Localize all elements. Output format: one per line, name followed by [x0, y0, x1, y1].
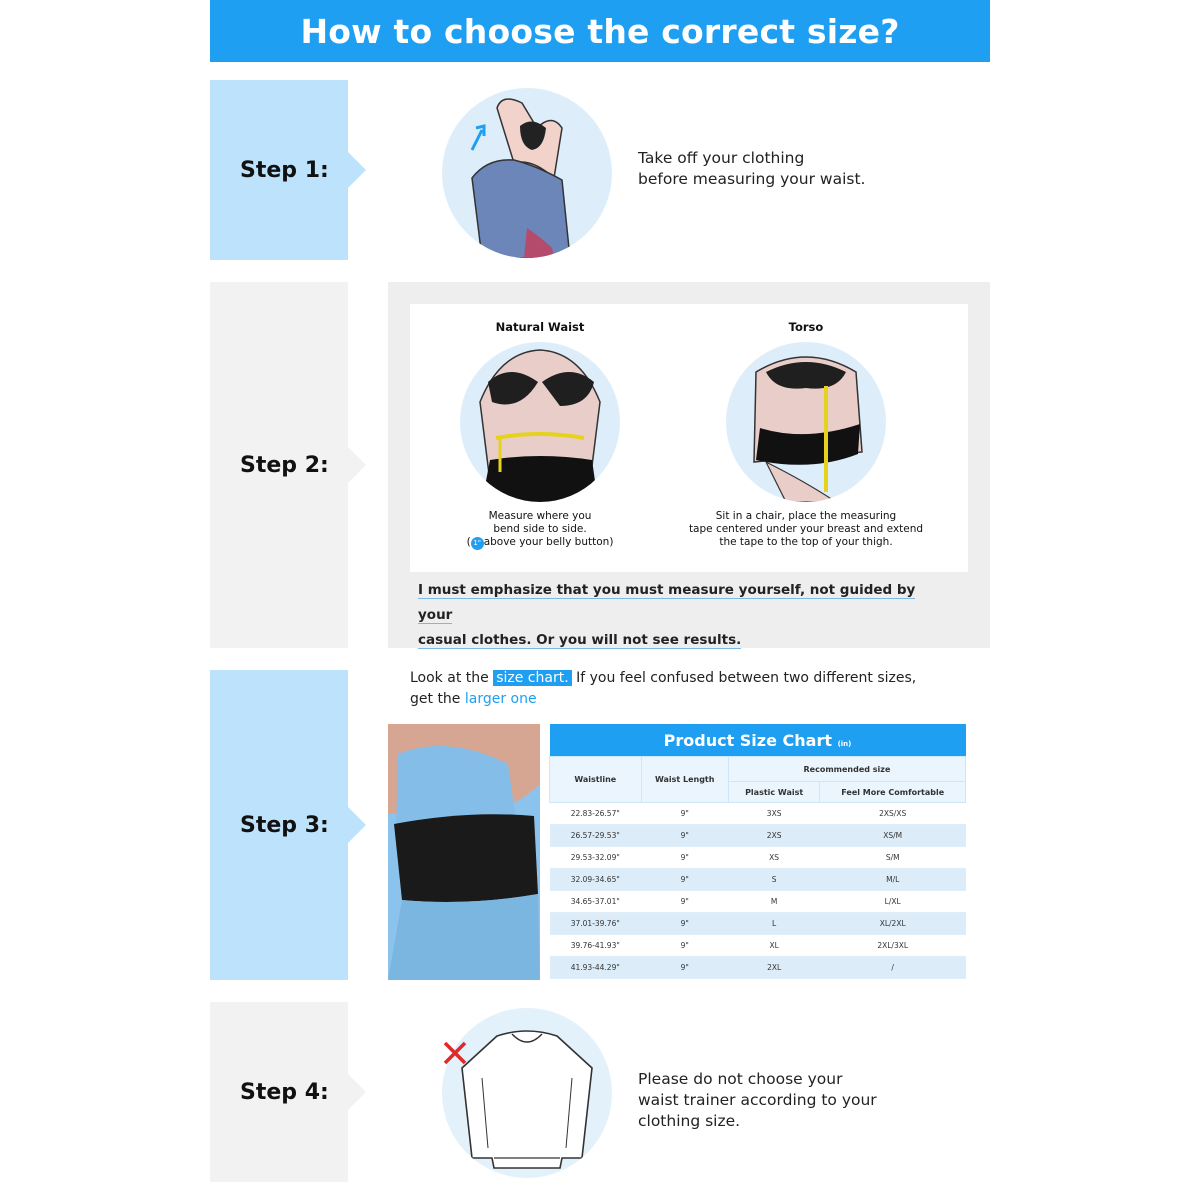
step-2-label: Step 2: [240, 452, 329, 478]
table-cell: 9" [641, 825, 728, 847]
table-cell: XS [728, 847, 820, 869]
table-cell: S [728, 869, 820, 891]
size-chart-table [549, 724, 966, 979]
table-cell: 2XS [728, 825, 820, 847]
table-cell: 9" [641, 935, 728, 957]
table-cell: M/L [820, 869, 966, 891]
sweater-illustration [442, 1008, 612, 1178]
step-3-label: Step 3: [240, 812, 329, 838]
table-cell: XS/M [820, 825, 966, 847]
table-cell: 9" [641, 913, 728, 935]
step-1-text: Take off your clothing before measuring your waist. [638, 149, 866, 188]
table-row [550, 847, 966, 869]
table-cell: 39.76-41.93" [550, 935, 642, 957]
table-cell: 34.65-37.01" [550, 891, 642, 913]
table-row [550, 891, 966, 913]
table-cell: 41.93-44.29" [550, 957, 642, 979]
undressing-illustration [442, 88, 612, 258]
step-3-label-box [210, 670, 348, 980]
col-plastic-waist: Plastic Waist [728, 782, 820, 803]
table-cell: 3XS [728, 803, 820, 825]
table-cell: 2XS/XS [820, 803, 966, 825]
measurement-emphasis: I must emphasize that you must measure yourself, not guided by your casual clothes. Or you will not see results. [418, 582, 916, 648]
table-row [550, 935, 966, 957]
table-cell: S/M [820, 847, 966, 869]
table-cell: L/XL [820, 891, 966, 913]
one-inch-badge: 1" [471, 537, 484, 550]
table-row [550, 825, 966, 847]
table-cell: 32.09-34.65" [550, 869, 642, 891]
table-cell: 2XL [728, 957, 820, 979]
table-cell: 2XL/3XL [820, 935, 966, 957]
torso-desc: Sit in a chair, place the measuring tape centered under your breast and extend the tape to the top of your thigh. [688, 510, 924, 548]
table-cell: L [728, 913, 820, 935]
table-cell: 22.83-26.57" [550, 803, 642, 825]
table-cell: XL [728, 935, 820, 957]
table-cell: 37.01-39.76" [550, 913, 642, 935]
step-4-label: Step 4: [240, 1079, 329, 1105]
step-4-text: Please do not choose your waist trainer according to your clothing size. [638, 1070, 877, 1130]
x-mark-icon [442, 1040, 468, 1066]
table-cell: 9" [641, 803, 728, 825]
table-row [550, 913, 966, 935]
table-row [550, 803, 966, 825]
table-cell: XL/2XL [820, 913, 966, 935]
table-row [550, 957, 966, 979]
natural-waist-illustration [460, 342, 620, 502]
col-recommended: Recommended size [728, 757, 965, 782]
table-row [550, 869, 966, 891]
torso-illustration [726, 342, 886, 502]
natural-waist-desc: Measure where you bend side to side. ( 1" above your belly button) [466, 510, 614, 548]
col-waistline: Waistline [550, 757, 642, 803]
table-cell: 9" [641, 847, 728, 869]
table-cell: 29.53-32.09" [550, 847, 642, 869]
natural-waist-title: Natural Waist [495, 320, 585, 334]
size-chart-intro: Look at the size chart. If you feel confused between two different sizes, get the larger one [410, 670, 917, 707]
table-cell: 9" [641, 957, 728, 979]
col-waist-length: Waist Length [641, 757, 728, 803]
step-4-label-box [210, 1002, 348, 1182]
table-cell: 26.57-29.53" [550, 825, 642, 847]
table-cell: M [728, 891, 820, 913]
table-cell: 9" [641, 891, 728, 913]
page-title: How to choose the correct size? [210, 0, 990, 62]
waist-trainer-photo [388, 724, 540, 980]
table-cell: 9" [641, 869, 728, 891]
size-chart-title: Product Size Chart (in) [550, 724, 966, 757]
step-1-label: Step 1: [240, 157, 329, 183]
torso-title: Torso [788, 320, 824, 334]
step-1-label-box [210, 80, 348, 260]
table-cell: / [820, 957, 966, 979]
step-2-label-box [210, 282, 348, 648]
col-feel-comfortable: Feel More Comfortable [820, 782, 966, 803]
